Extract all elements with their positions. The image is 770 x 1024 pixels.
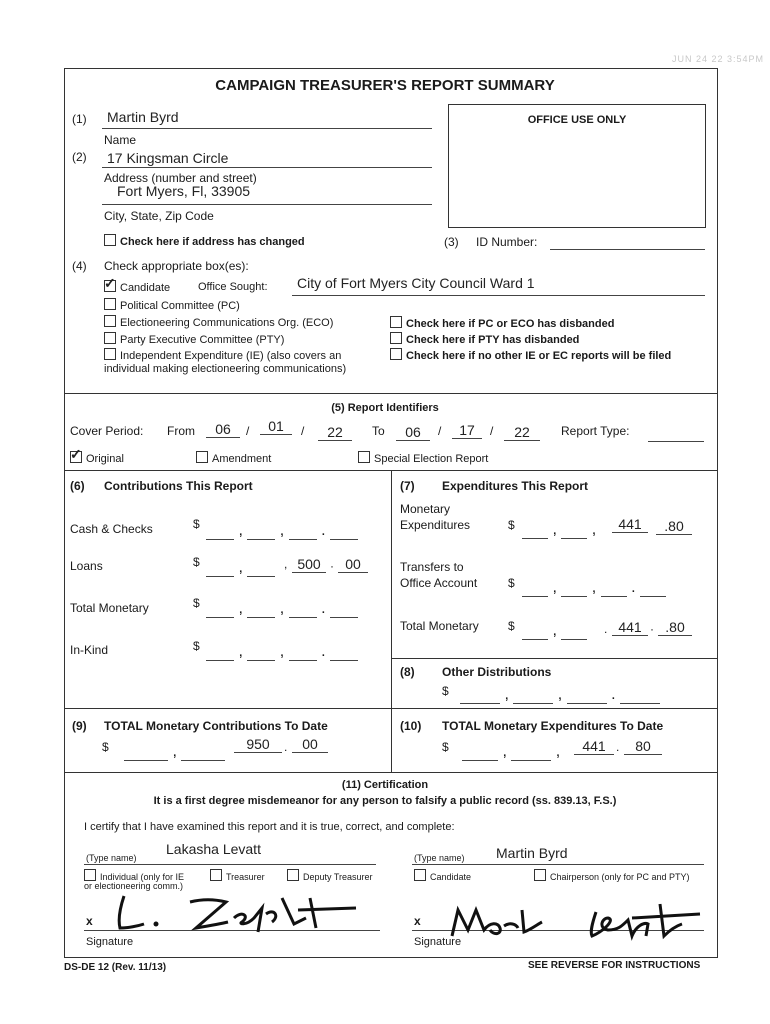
to-day[interactable]: 17: [452, 422, 482, 439]
certification-warning: It is a first degree misdemeanor for any person to falsify a public record (ss. 839.13, F.S.): [153, 795, 617, 807]
special-election-box[interactable]: [358, 451, 370, 463]
treasurer-signature-label: Signature: [86, 936, 134, 948]
pty-box[interactable]: [104, 332, 116, 344]
candidate-signature-label: Signature: [414, 936, 462, 948]
from-label: From: [167, 424, 195, 438]
no-other-reports-label: Check here if no other IE or EC reports will be filed: [406, 350, 672, 362]
ie-label-line1: Independent Expenditure (IE) (also covers an: [120, 350, 342, 362]
address-changed-checkbox[interactable]: [104, 234, 305, 248]
office-sought-label: Office Sought:: [198, 281, 268, 293]
decimal-point: ·: [330, 559, 334, 573]
cover-period-label: Cover Period:: [70, 424, 144, 438]
contributions-heading: Contributions This Report: [104, 479, 253, 493]
report-type-input[interactable]: [648, 426, 704, 442]
candidate-checkbox[interactable]: [104, 280, 170, 294]
in-kind-label: In-Kind: [70, 643, 109, 657]
certification-statement: I certify that I have examined this report and it is true, correct, and complete:: [84, 821, 455, 833]
dollar-sign: $: [193, 596, 200, 610]
signature-x: x: [86, 914, 93, 928]
loans-label: Loans: [70, 559, 103, 573]
form-number: DS-DE 12 (Rev. 11/13): [64, 962, 167, 973]
no-other-reports-checkbox[interactable]: [390, 348, 671, 362]
signature-x: x: [414, 914, 421, 928]
monetary-expenditures-cents[interactable]: .80: [656, 518, 692, 535]
total-contributions-dollars[interactable]: 950: [234, 736, 282, 753]
item1-number: (1): [72, 112, 87, 126]
slash: /: [438, 424, 442, 438]
slash: /: [490, 424, 494, 438]
item3-number: (3): [444, 235, 459, 249]
special-election-label: Special Election Report: [374, 453, 489, 465]
divider-section8: [391, 658, 718, 659]
in-kind-amount[interactable]: , , .: [206, 643, 358, 661]
address-label: Address (number and street): [104, 171, 257, 185]
item6-number: (6): [70, 479, 85, 493]
eco-checkbox[interactable]: [104, 315, 333, 329]
to-year[interactable]: 22: [504, 424, 540, 441]
to-month[interactable]: 06: [396, 424, 430, 441]
dollar-sign: $: [508, 619, 515, 633]
other-distributions-amount[interactable]: , , .: [460, 686, 660, 704]
pc-eco-disbanded-checkbox[interactable]: [390, 316, 614, 330]
pty-checkbox[interactable]: [104, 332, 284, 346]
cash-checks-amount[interactable]: , , .: [206, 522, 358, 540]
expenditures-total-dollars[interactable]: 441: [612, 619, 648, 636]
item10-number: (10): [400, 719, 422, 733]
original-label: Original: [86, 453, 124, 465]
treasurer-box[interactable]: [210, 869, 222, 881]
item4-label: Check appropriate box(es):: [104, 259, 249, 273]
contributions-total-amount[interactable]: , , .: [206, 600, 358, 618]
name-value[interactable]: Martin Byrd: [107, 109, 179, 125]
dollar-sign: $: [442, 740, 449, 754]
to-label: To: [372, 424, 385, 438]
decimal-point: .: [284, 740, 288, 754]
pty-label: Party Executive Committee (PTY): [120, 334, 285, 346]
address-value[interactable]: 17 Kingsman Circle: [107, 150, 229, 166]
chairperson-box[interactable]: [534, 869, 546, 881]
pty-disbanded-checkbox[interactable]: [390, 332, 579, 346]
no-other-reports-box[interactable]: [390, 348, 402, 360]
individual-box[interactable]: [84, 869, 96, 881]
office-use-box: [448, 104, 706, 228]
office-use-label: OFFICE USE ONLY: [527, 114, 627, 126]
item8-number: (8): [400, 665, 415, 679]
amendment-checkbox[interactable]: [196, 451, 271, 465]
total-expenditures-amount[interactable]: , ,: [462, 743, 560, 761]
loans-cents[interactable]: 00: [338, 556, 368, 573]
certification-heading: (11) Certification: [341, 779, 429, 791]
divider-section5: [64, 393, 718, 394]
political-committee-box[interactable]: [104, 298, 116, 310]
candidate-signature: [432, 896, 708, 944]
loans-dollars[interactable]: 500: [292, 556, 326, 573]
item7-number: (7): [400, 479, 415, 493]
political-committee-checkbox[interactable]: [104, 298, 240, 312]
cert-candidate-box[interactable]: [414, 869, 426, 881]
form-title: CAMPAIGN TREASURER'S REPORT SUMMARY: [215, 77, 555, 94]
item9-number: (9): [72, 719, 87, 733]
ie-checkbox[interactable]: [104, 348, 341, 362]
eco-box[interactable]: [104, 315, 116, 327]
instructions-note: SEE REVERSE FOR INSTRUCTIONS: [528, 960, 701, 971]
candidate-label: Candidate: [120, 282, 171, 294]
ie-box[interactable]: [104, 348, 116, 360]
deputy-treasurer-box[interactable]: [287, 869, 299, 881]
chairperson-checkbox[interactable]: [534, 869, 690, 882]
candidate-check-icon[interactable]: [104, 280, 116, 292]
eco-label: Electioneering Communications Org. (ECO): [120, 317, 334, 329]
original-check-icon[interactable]: [70, 451, 82, 463]
treasurer-signature: [110, 888, 366, 938]
chairperson-label: Chairperson (only for PC and PTY): [550, 872, 690, 882]
total-expenditures-dollars[interactable]: 441: [574, 738, 614, 755]
expenditures-total-label: Total Monetary: [400, 619, 479, 633]
total-expenditures-heading: TOTAL Monetary Expenditures To Date: [442, 719, 664, 733]
pc-eco-disbanded-label: Check here if PC or ECO has disbanded: [406, 318, 615, 330]
city-label: City, State, Zip Code: [104, 209, 214, 223]
dollar-sign: $: [442, 684, 449, 698]
treasurer-label: Treasurer: [226, 872, 265, 882]
monetary-expenditures-amount[interactable]: , ,: [522, 521, 596, 539]
ie-label-line2: individual making electioneering communications): [104, 363, 347, 375]
from-day[interactable]: 01: [260, 418, 292, 435]
cert-candidate-label: Candidate: [430, 872, 472, 882]
amendment-box[interactable]: [196, 451, 208, 463]
political-committee-label: Political Committee (PC): [120, 300, 240, 312]
contributions-total-label: Total Monetary: [70, 601, 149, 615]
dollar-sign: $: [508, 576, 515, 590]
pty-disbanded-label: Check here if PTY has disbanded: [406, 334, 580, 346]
city-value[interactable]: Fort Myers, Fl, 33905: [117, 183, 251, 199]
address-changed-box[interactable]: [104, 234, 116, 246]
dollar-sign: $: [193, 639, 200, 653]
comma: ,: [284, 557, 288, 571]
address-changed-label: Check here if address has changed: [120, 236, 305, 248]
expenditures-total-cents[interactable]: .80: [658, 619, 692, 636]
total-contributions-amount[interactable]: ,: [124, 743, 225, 761]
report-identifiers-heading: (5) Report Identifiers: [331, 402, 439, 414]
monetary-expenditures-dollars[interactable]: 441: [612, 516, 648, 533]
transfers-label-2: Office Account: [400, 576, 478, 590]
id-number-input[interactable]: [550, 234, 705, 250]
total-contributions-cents[interactable]: 00: [292, 736, 328, 753]
other-distributions-heading: Other Distributions: [442, 665, 552, 679]
total-contributions-heading: TOTAL Monetary Contributions To Date: [104, 719, 328, 733]
item4-number: (4): [72, 259, 87, 273]
type-name-label: (Type name): [414, 853, 465, 863]
deputy-treasurer-label: Deputy Treasurer: [303, 872, 373, 882]
divider-vertical-mid: [391, 470, 392, 772]
slash: /: [246, 424, 250, 438]
decimal-point: ·: [650, 622, 654, 636]
dollar-sign: $: [193, 555, 200, 569]
slash: /: [301, 424, 305, 438]
item2-number: (2): [72, 150, 87, 164]
special-election-checkbox[interactable]: [358, 451, 488, 465]
individual-label-1: Individual (only for IE: [100, 872, 185, 882]
monetary-label-1: Monetary: [400, 502, 451, 516]
cash-checks-label: Cash & Checks: [70, 522, 153, 536]
pty-disbanded-box[interactable]: [390, 332, 402, 344]
cert-candidate-checkbox[interactable]: [414, 869, 471, 882]
decimal-point: .: [604, 622, 608, 636]
pc-eco-disbanded-box[interactable]: [390, 316, 402, 328]
from-month[interactable]: 06: [206, 421, 240, 438]
treasurer-name[interactable]: Lakasha Levatt: [166, 841, 261, 857]
loans-amount[interactable]: ,: [206, 559, 275, 577]
total-expenditures-cents[interactable]: 80: [624, 738, 662, 755]
expenditures-heading: Expenditures This Report: [442, 479, 589, 493]
from-year[interactable]: 22: [318, 424, 352, 441]
individual-label-2: or electioneering comm.): [84, 881, 184, 891]
treasurer-checkbox[interactable]: [210, 869, 265, 882]
transfers-label-1: Transfers to: [400, 560, 464, 574]
report-type-label: Report Type:: [561, 424, 630, 438]
name-label: Name: [104, 133, 137, 147]
dollar-sign: $: [102, 740, 109, 754]
id-number-label: ID Number:: [476, 235, 538, 249]
dollar-sign: $: [193, 517, 200, 531]
received-stamp: JUN 24 22 3:54PM: [672, 54, 765, 64]
office-sought-value[interactable]: City of Fort Myers City Council Ward 1: [297, 275, 535, 291]
dollar-sign: $: [508, 518, 515, 532]
deputy-treasurer-checkbox[interactable]: [287, 869, 373, 882]
monetary-label-2: Expenditures: [400, 518, 471, 532]
expenditures-total-amount[interactable]: ,: [522, 622, 587, 640]
amendment-label: Amendment: [212, 453, 272, 465]
divider-section11: [64, 772, 718, 773]
type-name-label: (Type name): [86, 853, 137, 863]
transfers-amount[interactable]: , , .: [522, 579, 666, 597]
original-checkbox[interactable]: [70, 451, 124, 465]
decimal-point: .: [616, 740, 620, 754]
candidate-name[interactable]: Martin Byrd: [496, 845, 568, 861]
